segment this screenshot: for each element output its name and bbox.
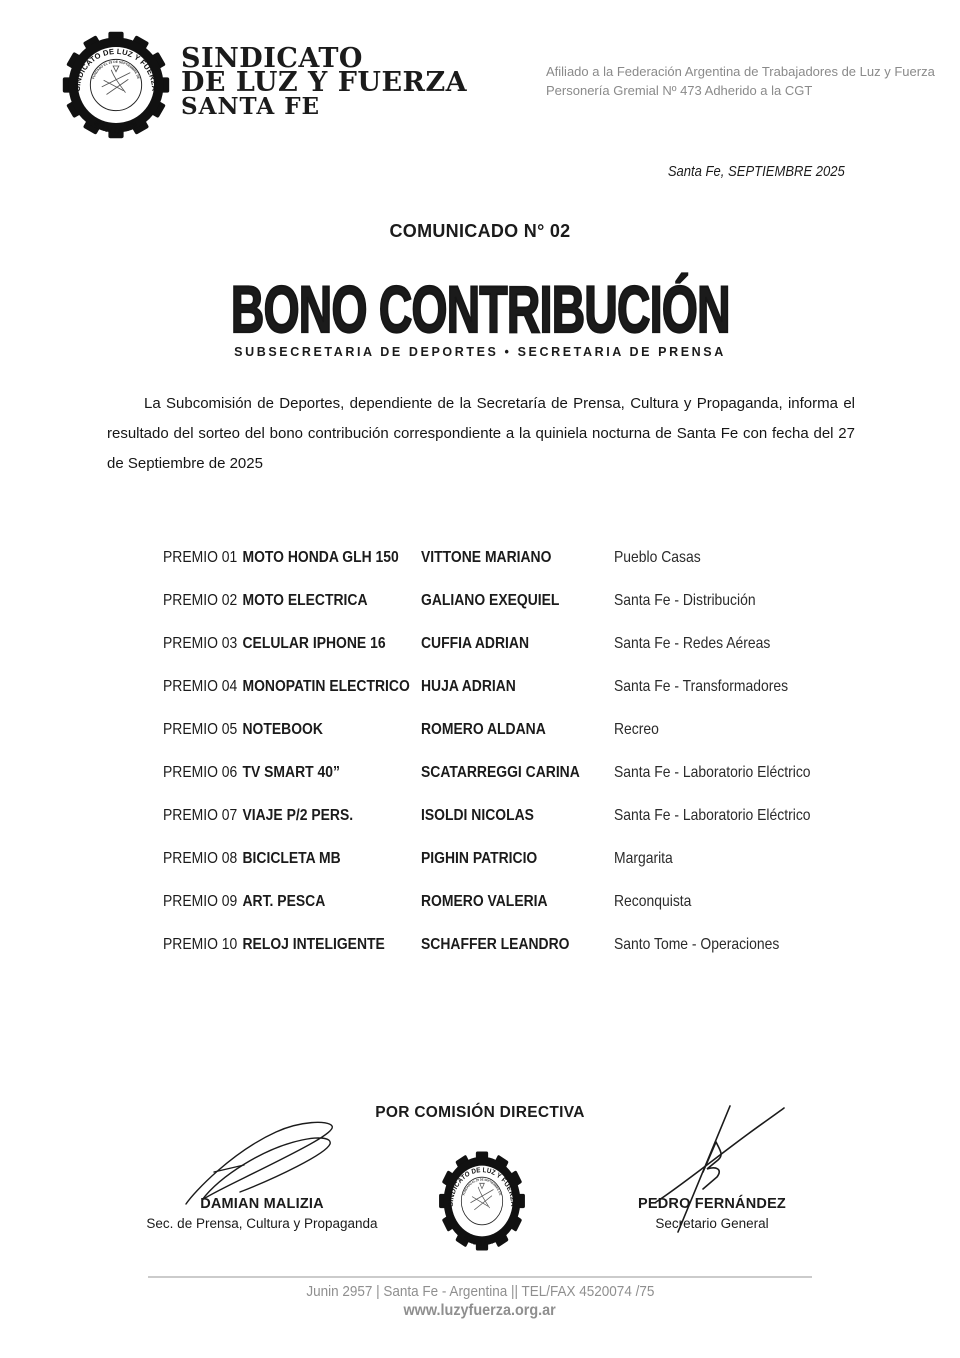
prize-label: PREMIO 08	[163, 850, 238, 867]
prize-name: BICICLETA MB	[242, 850, 341, 867]
winner-name: SCATARREGGI CARINA	[421, 764, 580, 781]
prize-label: PREMIO 02	[163, 592, 238, 609]
winner-name: SCHAFFER LEANDRO	[421, 936, 570, 953]
signatory-right-name: PEDRO FERNÁNDEZ	[637, 1196, 786, 1212]
table-row	[163, 678, 860, 696]
winner-name: CUFFIA ADRIAN	[421, 635, 530, 652]
winner-name: ROMERO VALERIA	[421, 893, 548, 910]
footer-address: Junin 2957 | Santa Fe - Argentina || TEL/FAX 4520074 /75	[305, 1283, 655, 1300]
committee-heading: POR COMISIÓN DIRECTIVA	[375, 1104, 585, 1121]
winner-location: Santa Fe - Distribución	[614, 592, 756, 609]
winner-location: Santa Fe - Laboratorio Eléctrico	[614, 807, 811, 824]
prize-label: PREMIO 06	[163, 764, 238, 781]
prize-label: PREMIO 07	[163, 807, 238, 824]
prize-name: VIAJE P/2 PERS.	[242, 807, 354, 824]
signatory-right-role: Secretario General	[655, 1216, 769, 1231]
prize-list	[163, 549, 860, 954]
prize-label: PREMIO 10	[163, 936, 238, 953]
winner-location: Santa Fe - Redes Aéreas	[614, 635, 771, 652]
signatory-left-name: DAMIAN MALIZIA	[200, 1196, 324, 1212]
prize-name: NOTEBOOK	[242, 721, 323, 738]
prize-name: MOTO HONDA GLH 150	[242, 549, 399, 566]
winner-location: Santa Fe - Laboratorio Eléctrico	[614, 764, 811, 781]
signatory-right	[592, 1196, 832, 1231]
prize-name: CELULAR IPHONE 16	[242, 635, 386, 652]
prize-label: PREMIO 05	[163, 721, 238, 738]
prize-name: TV SMART 40”	[242, 764, 340, 781]
page-title: BONO CONTRIBUCIÓN	[230, 272, 730, 346]
winner-name: ROMERO ALDANA	[421, 721, 546, 738]
winner-location: Reconquista	[614, 893, 692, 910]
prize-label: PREMIO 03	[163, 635, 238, 652]
page-subtitle: SUBSECRETARIA DE DEPORTES • SECRETARIA DE PRENSA	[234, 345, 726, 359]
brand-line-3: SANTA FE	[181, 93, 321, 120]
union-gear-logo-icon	[436, 1148, 528, 1254]
winner-location: Santa Fe - Transformadores	[614, 678, 789, 695]
winner-location: Recreo	[614, 721, 659, 738]
affiliation-line-2: Personería Gremial Nº 473 Adherido a la CGT	[546, 83, 813, 98]
date-line: Santa Fe, SEPTIEMBRE 2025	[668, 164, 846, 180]
winner-location: Pueblo Casas	[614, 549, 701, 566]
signatory-left	[142, 1196, 382, 1231]
table-row	[163, 592, 860, 610]
affiliation-text	[546, 62, 935, 100]
brand-title	[181, 43, 468, 120]
prize-name: MOTO ELECTRICA	[242, 592, 368, 609]
affiliation-line-1: Afiliado a la Federación Argentina de Trabajadores de Luz y Fuerza	[546, 64, 935, 79]
table-row	[163, 764, 860, 782]
prize-name: MONOPATIN ELECTRICO	[242, 678, 410, 695]
table-row	[163, 807, 860, 825]
comunicado-heading: COMUNICADO N° 02	[389, 221, 571, 241]
union-gear-logo-icon	[58, 28, 174, 142]
winner-name: HUJA ADRIAN	[421, 678, 516, 695]
winner-name: PIGHIN PATRICIO	[421, 850, 538, 867]
table-row	[163, 850, 860, 868]
prize-name: ART. PESCA	[242, 893, 326, 910]
winner-location: Margarita	[614, 850, 673, 867]
signatory-left-role: Sec. de Prensa, Cultura y Propaganda	[146, 1216, 378, 1231]
prize-name: RELOJ INTELIGENTE	[242, 936, 385, 953]
signature-left-icon	[180, 1116, 340, 1208]
winner-name: VITTONE MARIANO	[421, 549, 552, 566]
table-row	[163, 549, 860, 567]
table-row	[163, 893, 860, 911]
table-row	[163, 936, 860, 954]
prize-label: PREMIO 09	[163, 893, 238, 910]
brand-line-2: DE LUZ Y FUERZA	[181, 67, 468, 98]
winner-location: Santo Tome - Operaciones	[614, 936, 780, 953]
table-row	[163, 721, 860, 739]
body-paragraph: La Subcomisión de Deportes, dependiente de la Secretaría de Prensa, Cultura y Propaganda, informa el resultado del sorteo del bono contribución correspondiente a la quiniela nocturna de Santa Fe con fecha del 27 de Septiembre de 2025	[107, 395, 855, 472]
footer-website: www.luzyfuerza.org.ar	[403, 1302, 557, 1319]
footer-divider	[148, 1276, 812, 1278]
winner-name: ISOLDI NICOLAS	[421, 807, 534, 824]
prize-label: PREMIO 04	[163, 678, 238, 695]
prize-label: PREMIO 01	[163, 549, 238, 566]
brand-line-1: SINDICATO	[181, 43, 363, 74]
winner-name: GALIANO EXEQUIEL	[421, 592, 560, 609]
table-row	[163, 635, 860, 653]
